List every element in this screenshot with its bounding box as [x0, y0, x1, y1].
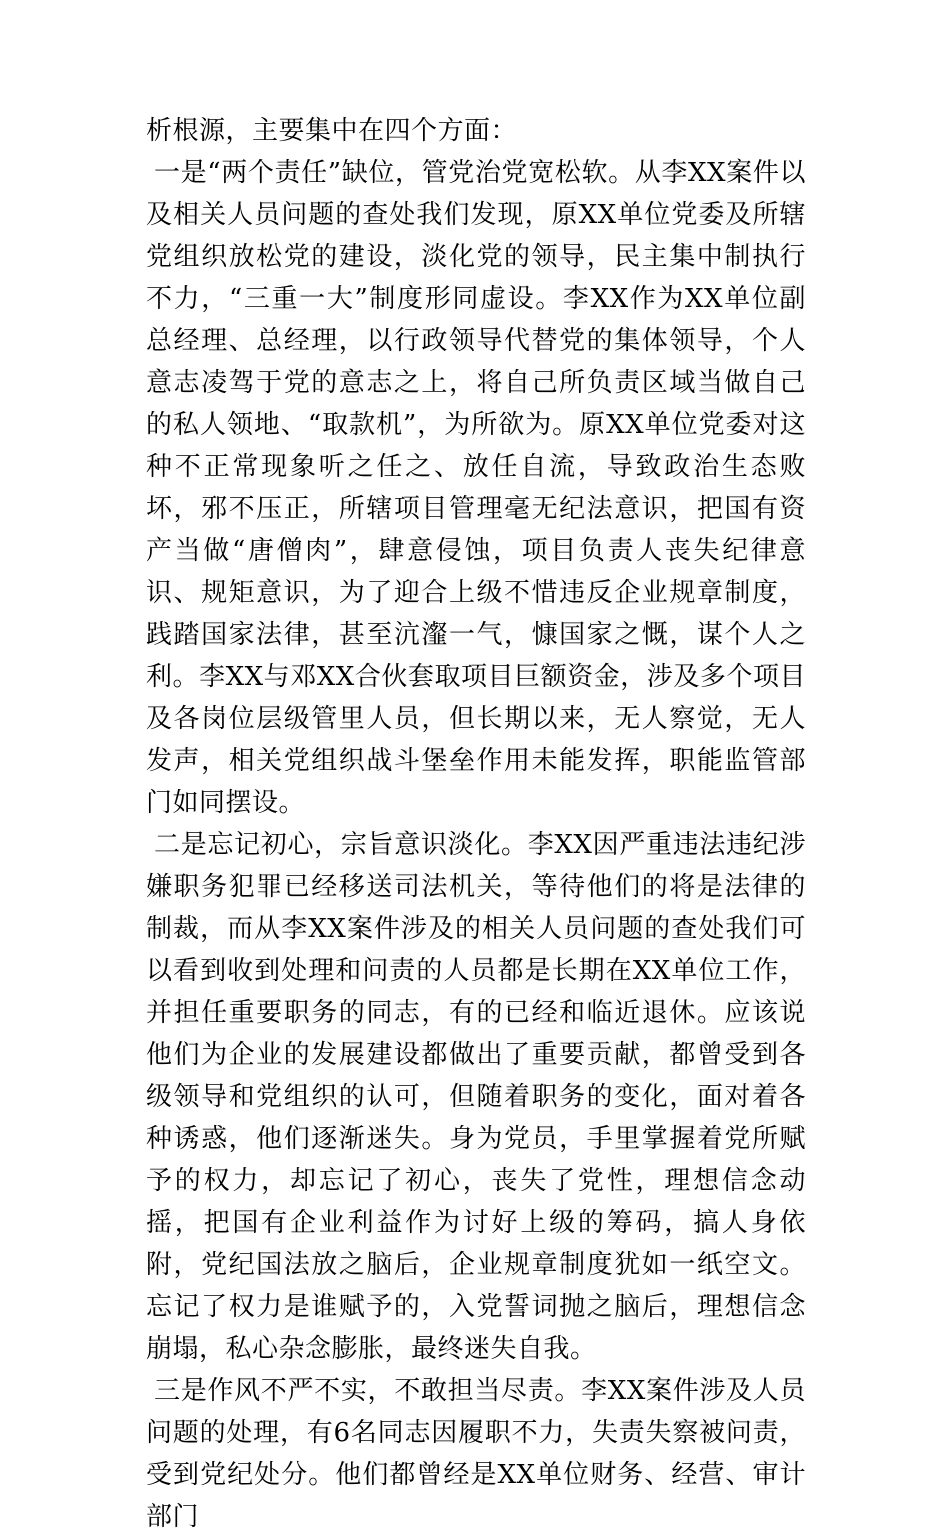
- document-body: [146, 110, 806, 1538]
- paragraph-point-one: 一是“两个责任”缺位，管党治党宽松软。从李XX案件以及相关人员问题的查处我们发现，原XX单位党委及所辖党组织放松党的建设，淡化党的领导，民主集中制执行不力，“三重一大”制度形同虚设。李XX作为XX单位副总经理、总经理，以行政领导代替党的集体领导，个人意志凌驾于党的意志之上，将自己所负责区域当做自己的私人领地、“取款机”，为所欲为。原XX单位党委对这种不正常现象听之任之、放任自流，导致政治生态败坏，邪不压正，所辖项目管理毫无纪法意识，把国有资产当做“唐僧肉”，肆意侵蚀，项目负责人丧失纪律意识、规矩意识，为了迎合上级不惜违反企业规章制度，践踏国家法律，甚至沆瀣一气，慷国家之慨，谋个人之利。李XX与邓XX合伙套取项目巨额资金，涉及多个项目及各岗位层级管里人员，但长期以来，无人察觉，无人发声，相关党组织战斗堡垒作用未能发挥，职能监管部门如同摆设。: [146, 158, 806, 818]
- paragraph-point-three: 三是作风不严不实，不敢担当尽责。李XX案件涉及人员问题的处理，有6名同志因履职不力，失责失察被问责，受到党纪处分。他们都曾经是XX单位财务、经营、审计部门: [146, 1376, 806, 1532]
- paragraph-point-two: 二是忘记初心，宗旨意识淡化。李XX因严重违法违纪涉嫌职务犯罪已经移送司法机关，等待他们的将是法律的制裁，而从李XX案件涉及的相关人员问题的查处我们可以看到收到处理和问责的人员都是长期在XX单位工作，并担任重要职务的同志，有的已经和临近退休。应该说他们为企业的发展建设都做出了重要贡献，都曾受到各级领导和党组织的认可，但随着职务的变化，面对着各种诱惑，他们逐渐迷失。身为党员，手里掌握着党所赋予的权力，却忘记了初心，丧失了党性，理想信念动摇，把国有企业利益作为讨好上级的筹码，搞人身依附，党纪国法放之脑后，企业规章制度犹如一纸空文。忘记了权力是谁赋予的，入党誓词抛之脑后，理想信念崩塌，私心杂念膨胀，最终迷失自我。: [146, 830, 806, 1364]
- paragraph-intro: 析根源，主要集中在四个方面：: [146, 116, 518, 146]
